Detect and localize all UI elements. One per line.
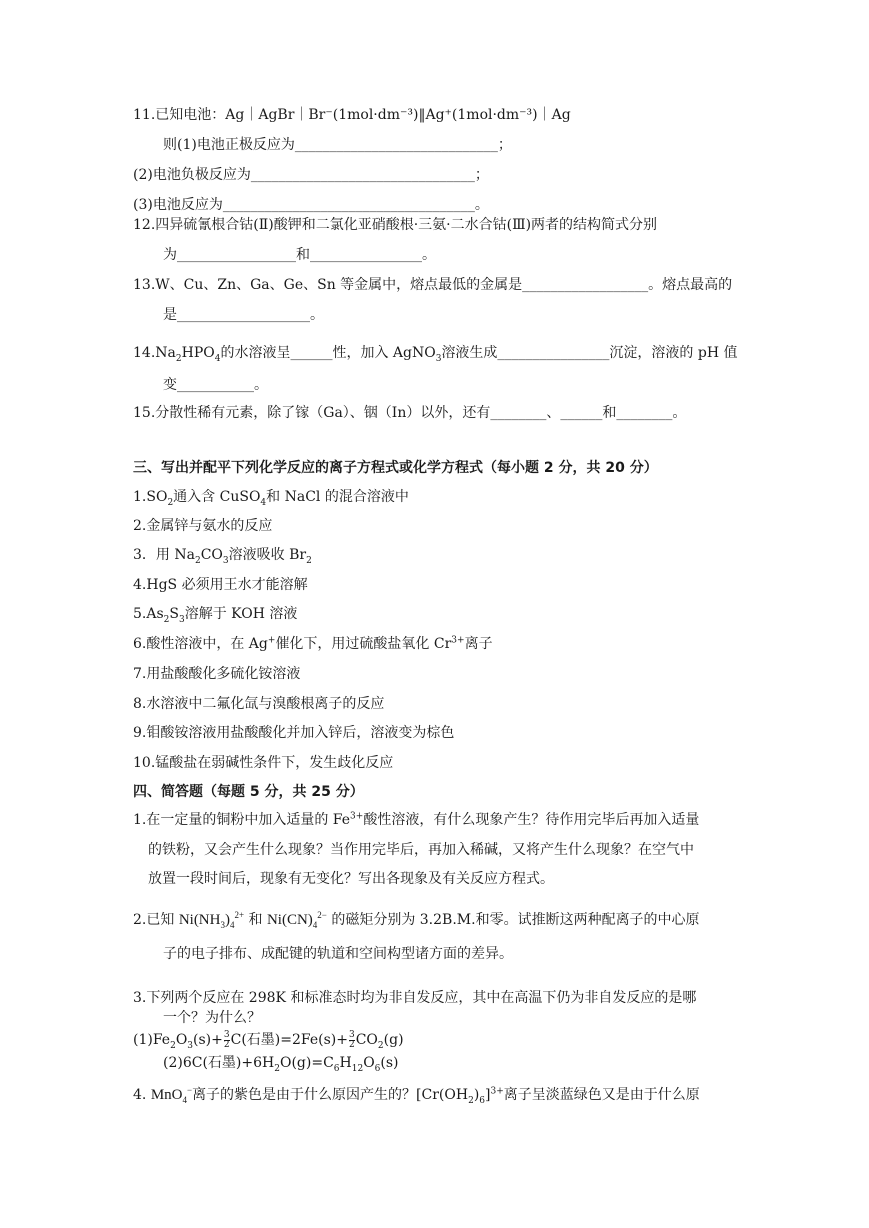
s4-q3-line1: 3.下列两个反应在 298K 和标准态时均为非自发反应，其中在高温下仍为非自发反应的是哪 <box>133 990 697 1006</box>
s3-q9: 9.钼酸铵溶液用盐酸酸化并加入锌后，溶液变为棕色 <box>133 725 455 741</box>
q13-line1: 13.W、Cu、Zn、Ga、Ge、Sn 等金属中，熔点最低的金属是__________________。熔点最高的 <box>133 277 733 293</box>
s4-q1-line1: 1.在一定量的铜粉中加入适量的 $Fe^{3+}$酸性溶液，有什么现象产生？待作用完毕后再加入适量 <box>133 811 700 828</box>
s4-q3-eq1: $(1)Fe_2O_3(s)+$ $\frac{3}{2}$ C(石墨)=2Fe(s)+ $\frac{3}{2}$ $CO_2(g)$ <box>133 1029 404 1051</box>
q13-line2: 是___________________。 <box>163 307 324 323</box>
s4-q2-line1: 2.已知 $Ni(NH_3)_4^{2+}$ 和 $Ni(CN)_4^{2-}$ 的磁矩分别为 3.2B.M.和零。试推断这两种配离子的中心原 <box>133 910 700 930</box>
q11-part1: 则(1)电池正极反应为_____________________________； <box>163 137 512 153</box>
s3-q10: 10.锰酸盐在弱碱性条件下，发生歧化反应 <box>133 755 394 771</box>
q14-line1: $14.Na_2HPO_4$的水溶液呈______性，加入 AgNO$_3$溶液生成________________沉淀，溶液的 pH 值 <box>133 345 738 364</box>
section3-heading: 三、写出并配平下列化学反应的离子方程式或化学方程式（每小题 2 分，共 20 分） <box>133 460 658 476</box>
q11-line1: 11.已知电池：Ag｜AgBr｜Br⁻(1mol·dm⁻³)‖Ag⁺(1mol·dm⁻³)｜Ag <box>133 107 571 123</box>
s3-q7: 7.用盐酸酸化多硫化铵溶液 <box>133 666 301 682</box>
s3-q4: 4.HgS 必须用王水才能溶解 <box>133 577 308 593</box>
q11-part2: (2)电池负极反应为________________________________； <box>133 167 489 183</box>
s3-q8: 8.水溶液中二氟化氙与溴酸根离子的反应 <box>133 696 385 712</box>
q12-line2: 为_________________和________________。 <box>163 247 436 263</box>
s4-q1-line2: 的铁粉，又会产生什么现象？当作用完毕后，再加入稀碱，又将产生什么现象？在空气中 <box>148 842 694 858</box>
section4-heading: 四、简答题（每题 5 分，共 25 分） <box>133 784 364 800</box>
s3-q1: $1.SO_2$通入含 CuSO$_4$和 NaCl 的混合溶液中 <box>133 489 409 508</box>
q15-line: 15.分散性稀有元素，除了镓（Ga）、铟（In）以外，还有________、______和________。 <box>133 405 687 421</box>
s4-q2-line2: 子的电子排布、成配键的轨道和空间构型诸方面的差异。 <box>163 946 513 962</box>
s4-q3-line2: 一个？为什么？ <box>163 1010 261 1026</box>
s4-q4-line1: 4. MnO$_4$−离子的紫色是由于什么原因产生的？$[Cr(OH_2)_6]^{3+}$离子呈淡蓝绿色又是由于什么原 <box>133 1085 700 1106</box>
q14-line2: 变___________。 <box>163 377 268 393</box>
s3-q6: 6.酸性溶液中，在 Ag+催化下，用过硫酸盐氧化 $Cr^{3+}$离子 <box>133 635 493 652</box>
q11-part3: (3)电池反应为____________________________________。 <box>133 197 489 213</box>
s3-q5: $5.As_2S_3$溶解于 KOH 溶液 <box>133 606 298 625</box>
q12-line1: 12.四异硫氰根合钴(Ⅱ)酸钾和二氯化亚硝酸根·三氨·二水合钴(Ⅲ)两者的结构简式分别 <box>133 217 658 233</box>
s3-q3: 3．用 $Na_2CO_3$溶液吸收 $Br_2$ <box>133 547 312 566</box>
s4-q1-line3: 放置一段时间后，现象有无变化？写出各现象及有关反应方程式。 <box>148 871 554 887</box>
s4-q3-eq2: (2)6C(石墨)$+6H_2O(g)=C_6H_{12}O_6(s)$ <box>163 1055 399 1074</box>
s3-q2: 2.金属锌与氨水的反应 <box>133 518 273 534</box>
